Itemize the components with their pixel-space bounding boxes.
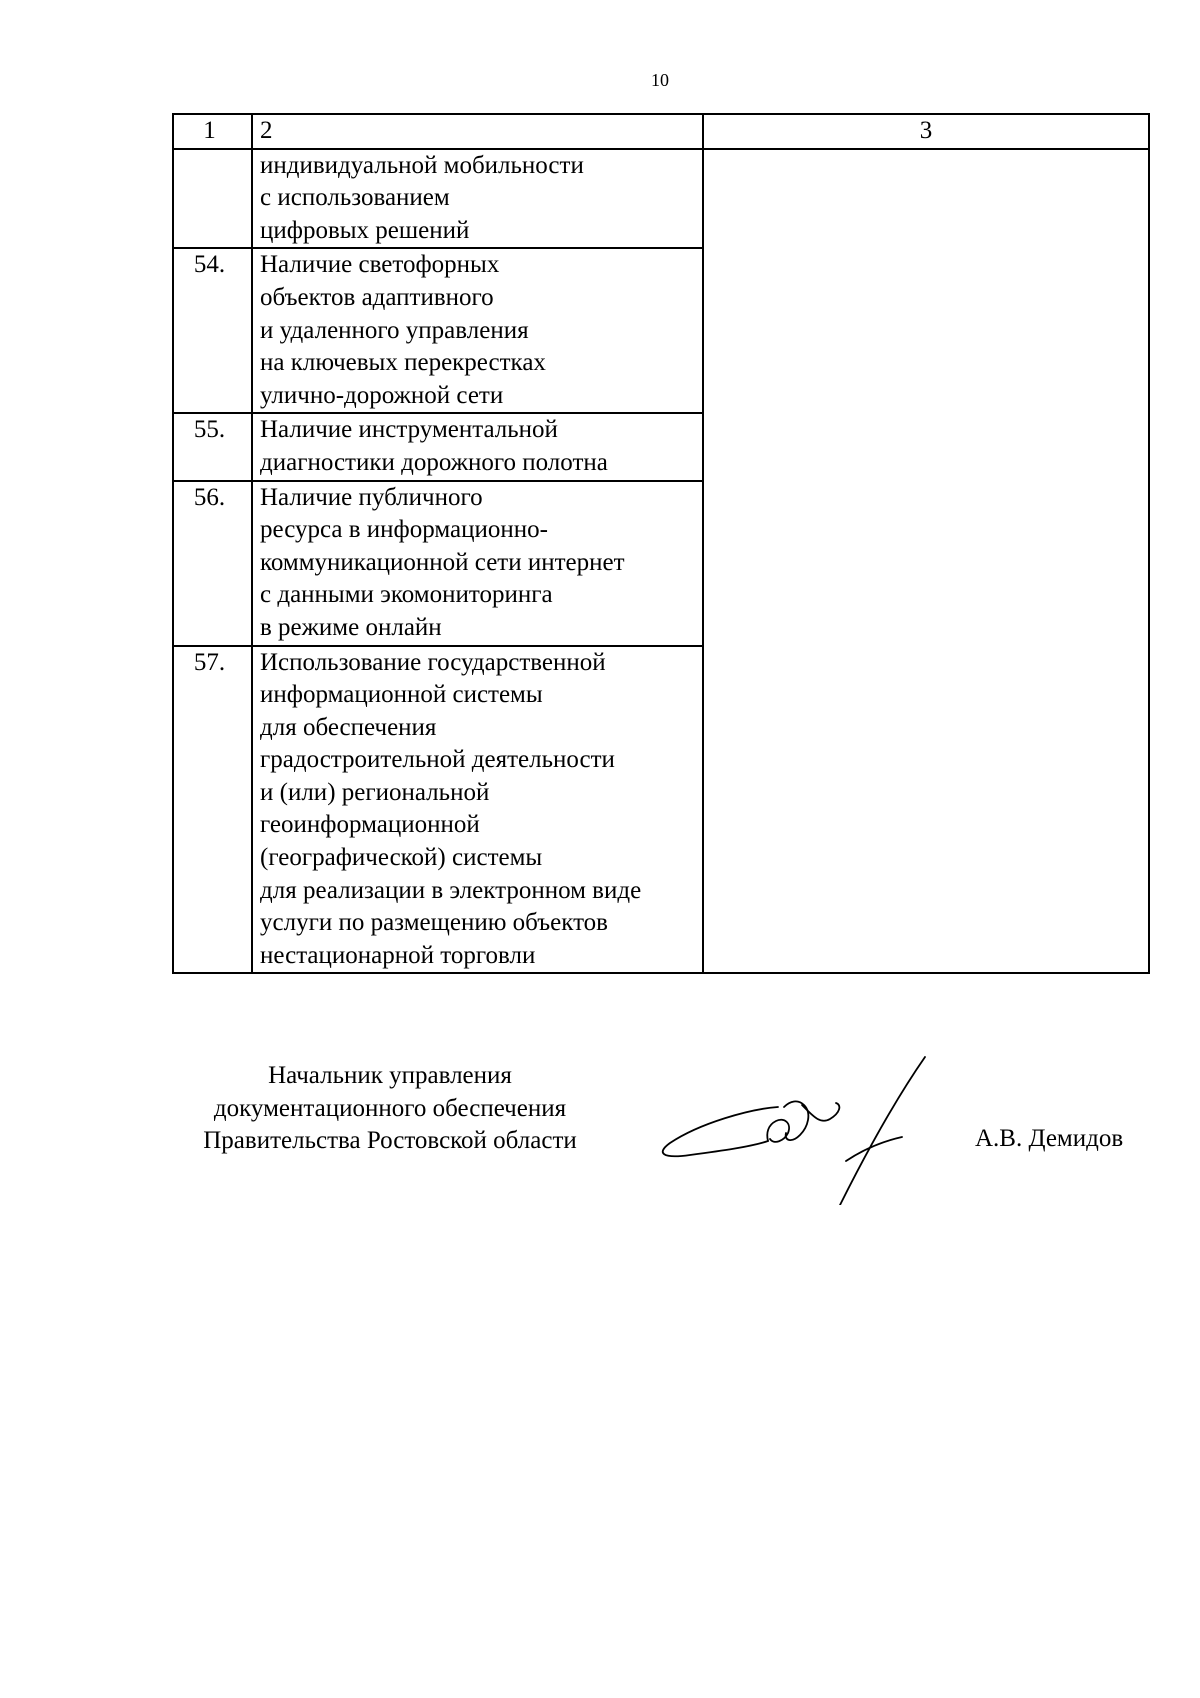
signatory-position-line: Правительства Ростовской области (203, 1127, 577, 1155)
table-header-row (173, 114, 1149, 149)
row-text-line: информационной системы (260, 681, 543, 709)
row-text-line: услуги по размещению объектов (260, 909, 608, 937)
handwritten-signature (650, 1045, 930, 1205)
row-text-line: для реализации в электронном виде (260, 876, 642, 904)
row-text-line: с данными экомониторинга (260, 581, 553, 609)
header-col-2: 2 (252, 114, 703, 149)
table-row (173, 149, 1149, 249)
row-number: 55. (173, 413, 252, 480)
row-text-line: Наличие светофорных (260, 251, 500, 279)
row-number: 57. (173, 646, 252, 974)
indicators-table (172, 113, 1150, 974)
row-text-line: в режиме онлайн (260, 613, 442, 641)
row-number: 56. (173, 481, 252, 646)
row-text-line: Наличие инструментальной (260, 416, 558, 444)
row-text-line: градостроительной деятельности (260, 746, 615, 774)
table-body (173, 114, 1149, 973)
row-text-line: Использование государственной (260, 648, 606, 676)
signatory-position-line: Начальник управления (268, 1062, 512, 1089)
header-col-3: 3 (703, 114, 1149, 149)
row-text-line: для обеспечения (260, 713, 437, 741)
row-text-line: объектов адаптивного (260, 283, 494, 311)
row-text-line: (географической) системы (260, 844, 543, 872)
row-number (173, 149, 252, 249)
row-text-line: индивидуальной мобильности (260, 151, 584, 179)
row-text (252, 646, 703, 974)
header-col-1: 1 (173, 114, 252, 149)
signatory-position-line: документационного обеспечения (213, 1094, 567, 1122)
row-text-line: с использованием (260, 184, 450, 212)
row-text (252, 413, 703, 480)
row-text-line: и (или) региональной (260, 778, 490, 806)
row-text-line: на ключевых перекрестках (260, 349, 546, 377)
row-text-line: диагностики дорожного полотна (260, 448, 608, 476)
row-text (252, 481, 703, 646)
row-text (252, 248, 703, 413)
row-text-line: коммуникационной сети интернет (260, 548, 625, 576)
row-text-line: нестационарной торговли (260, 941, 536, 969)
row-text-line: улично-дорожной сети (260, 381, 504, 409)
signatory-name: А.В. Демидов (975, 1125, 1124, 1152)
page-number: 10 (651, 70, 669, 90)
row-text-line: геоинформационной (260, 811, 480, 839)
row-text-line: цифровых решений (260, 216, 470, 244)
row-text-line: ресурса в информационно- (260, 516, 548, 544)
row-text (252, 149, 703, 249)
row-number: 54. (173, 248, 252, 413)
column-3-cell (703, 149, 1149, 974)
row-text-line: Наличие публичного (260, 483, 483, 511)
row-text-line: и удаленного управления (260, 316, 529, 344)
signatory-position (170, 1060, 610, 1158)
